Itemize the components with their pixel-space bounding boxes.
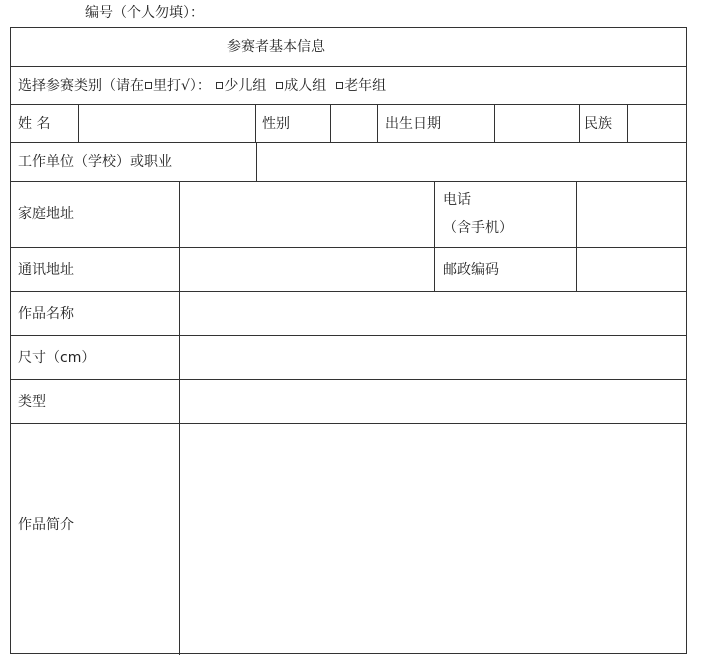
category-prompt: 选择参赛类别（请在 — [18, 78, 144, 94]
ethnicity-label: 民族 — [584, 116, 612, 132]
type-label: 类型 — [18, 394, 46, 410]
column-divider — [434, 181, 435, 291]
column-divider — [377, 104, 378, 142]
work-title-field[interactable] — [180, 292, 686, 335]
form-title: 参赛者基本信息 — [227, 39, 325, 55]
postal-code-field[interactable] — [577, 248, 686, 291]
type-field[interactable] — [180, 380, 686, 423]
work-unit-field[interactable] — [257, 143, 686, 181]
phone-label: 电话 — [443, 192, 471, 208]
row-divider — [11, 66, 686, 67]
checkbox-sample-icon — [145, 82, 152, 89]
work-unit-label: 工作单位（学校）或职业 — [18, 154, 172, 170]
option-children-label: 少儿组 — [224, 78, 267, 94]
category-row — [18, 76, 386, 96]
checkbox-adult[interactable] — [276, 82, 283, 89]
home-address-label: 家庭地址 — [18, 206, 74, 222]
number-field-label: 编号（个人勿填）： — [85, 5, 204, 21]
home-address-field[interactable] — [180, 182, 434, 247]
mailing-address-label: 通讯地址 — [18, 262, 74, 278]
postal-code-label: 邮政编码 — [443, 262, 499, 278]
checkbox-senior[interactable] — [336, 82, 343, 89]
gender-field[interactable] — [331, 105, 377, 142]
name-label: 姓 名 — [18, 116, 51, 132]
ethnicity-field[interactable] — [628, 105, 686, 142]
size-field[interactable] — [180, 336, 686, 379]
phone-field[interactable] — [577, 182, 686, 247]
option-adult-label: 成人组 — [284, 78, 327, 94]
column-divider — [579, 104, 580, 142]
size-label: 尺寸（cm） — [18, 350, 96, 366]
work-title-label: 作品名称 — [18, 306, 74, 322]
mailing-address-field[interactable] — [180, 248, 434, 291]
option-senior-label: 老年组 — [344, 78, 387, 94]
checkbox-children[interactable] — [216, 82, 223, 89]
description-field[interactable] — [180, 424, 686, 653]
registration-form — [10, 27, 687, 654]
phone-label-note: （含手机） — [443, 220, 513, 236]
birth-date-label: 出生日期 — [385, 116, 441, 132]
column-divider — [255, 104, 256, 142]
name-field[interactable] — [79, 105, 255, 142]
gender-label: 性别 — [262, 116, 290, 132]
birth-date-field[interactable] — [495, 105, 579, 142]
category-prompt-suffix: 里打√）： — [153, 78, 211, 94]
description-label: 作品简介 — [18, 517, 74, 533]
